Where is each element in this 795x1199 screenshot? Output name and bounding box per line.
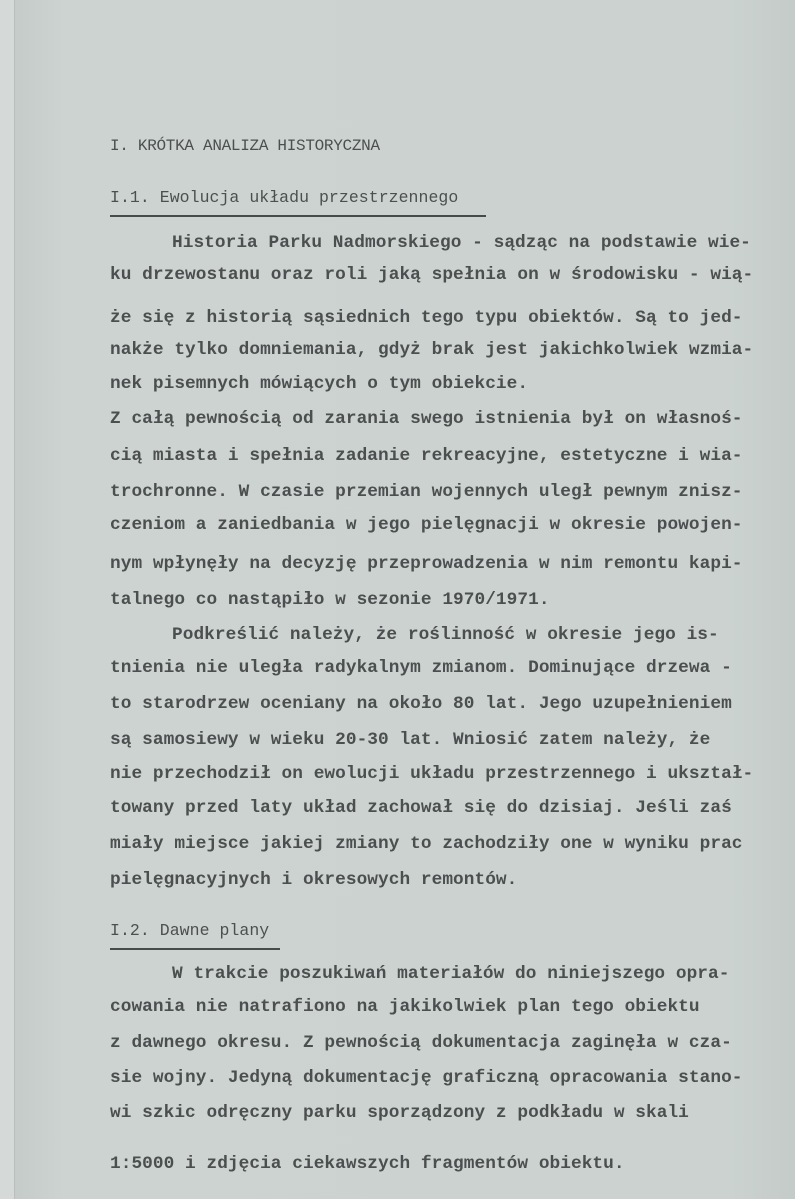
text-line: W trakcie poszukiwań materiałów do niniejszego opra- <box>172 964 730 984</box>
text-line: z dawnego okresu. Z pewnością dokumentacja zaginęła w cza- <box>110 1033 732 1053</box>
text-line: towany przed laty układ zachował się do dzisiaj. Jeśli zaś <box>110 798 732 818</box>
text-line: czeniom a zaniedbania w jego pielęgnacji w okresie powojen- <box>110 515 743 535</box>
section-1-underline <box>110 215 486 217</box>
text-line: są samosiewy w wieku 20-30 lat. Wniosić zatem należy, że <box>110 730 711 750</box>
document-heading: I. KRÓTKA ANALIZA HISTORYCZNA <box>110 137 380 155</box>
text-line: tnienia nie uległa radykalnym zmianom. Dominujące drzewa - <box>110 658 732 678</box>
text-line: nakże tylko domniemania, gdyż brak jest jakichkolwiek wzmia- <box>110 340 754 360</box>
section-2-underline <box>110 948 280 950</box>
text-line: Z całą pewnością od zarania swego istnienia był on własnoś- <box>110 409 743 429</box>
text-line: cią miasta i spełnia zadanie rekreacyjne, estetyczne i wia- <box>110 446 743 466</box>
text-line: Historia Parku Nadmorskiego - sądząc na podstawie wie- <box>172 233 751 253</box>
page-edge <box>0 0 15 1199</box>
text-line: trochronne. W czasie przemian wojennych uległ pewnym znisz- <box>110 482 743 502</box>
text-line: talnego co nastąpiło w sezonie 1970/1971. <box>110 590 550 610</box>
text-line: cowania nie natrafiono na jakikolwiek plan tego obiektu <box>110 997 700 1017</box>
text-line: wi szkic odręczny parku sporządzony z podkładu w skali <box>110 1103 689 1123</box>
text-line: nie przechodził on ewolucji układu przestrzennego i ukształ- <box>110 764 754 784</box>
text-line: nym wpłynęły na decyzję przeprowadzenia w nim remontu kapi- <box>110 554 743 574</box>
section-2-title: I.2. Dawne plany <box>110 921 270 940</box>
text-line: ku drzewostanu oraz roli jaką spełnia on w środowisku - wią- <box>110 265 754 285</box>
text-line: to starodrzew oceniany na około 80 lat. Jego uzupełnieniem <box>110 694 732 714</box>
text-line: 1:5000 i zdjęcia ciekawszych fragmentów obiektu. <box>110 1154 625 1174</box>
text-line: miały miejsce jakiej zmiany to zachodziły one w wyniku prac <box>110 834 743 854</box>
text-line: sie wojny. Jedyną dokumentację graficzną opracowania stano- <box>110 1068 743 1088</box>
text-line: pielęgnacyjnych i okresowych remontów. <box>110 870 518 890</box>
text-line: że się z historią sąsiednich tego typu obiektów. Są to jed- <box>110 308 743 328</box>
section-1-title: I.1. Ewolucja układu przestrzennego <box>110 188 459 207</box>
text-line: nek pisemnych mówiących o tym obiekcie. <box>110 374 529 394</box>
text-line: Podkreślić należy, że roślinność w okresie jego is- <box>172 625 719 645</box>
